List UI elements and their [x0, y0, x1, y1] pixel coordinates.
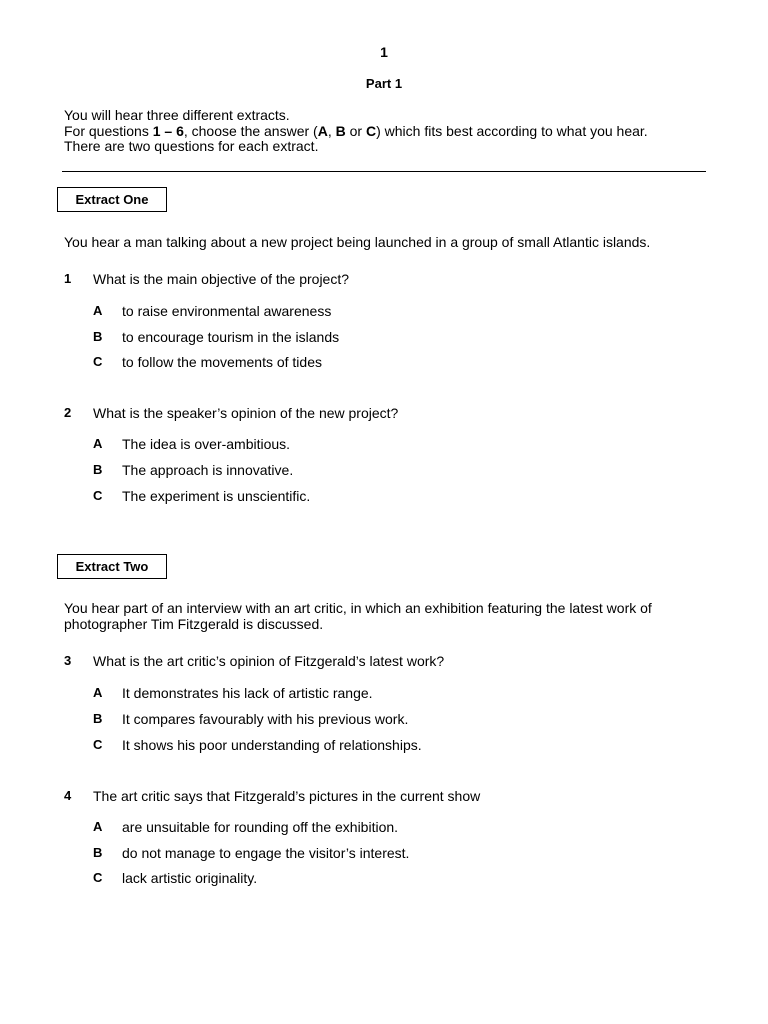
question-4-option-b-letter: B — [93, 845, 103, 860]
question-4-option-b-text: do not manage to engage the visitor’s interest. — [122, 845, 410, 861]
question-1-option-c-text: to follow the movements of tides — [122, 354, 322, 370]
question-range: 1 – 6 — [152, 122, 184, 139]
question-1-option-c-letter: C — [93, 354, 103, 369]
instructions-text: ) which fits best according to what you hear. — [376, 122, 648, 139]
question-1-number: 1 — [64, 271, 72, 286]
instructions-line-3: There are two questions for each extract. — [64, 138, 319, 154]
part-title: Part 1 — [365, 76, 403, 91]
instructions-line-1: You will hear three different extracts. — [64, 107, 290, 123]
question-4-option-a-text: are unsuitable for rounding off the exhibition. — [122, 819, 399, 835]
question-3-option-c-letter: C — [93, 737, 103, 752]
extract-one-label: Extract One — [57, 187, 167, 212]
instructions — [64, 108, 648, 155]
question-3-option-a-letter: A — [93, 685, 103, 700]
answer-letter-c: C — [365, 122, 377, 139]
question-2-option-b-text: The approach is innovative. — [122, 462, 294, 478]
extract-one-context: You hear a man talking about a new project being launched in a group of small Atlantic islands. — [64, 234, 651, 250]
instructions-line-2 — [64, 124, 648, 140]
extract-two-label: Extract Two — [57, 554, 167, 579]
question-3-text: What is the art critic’s opinion of Fitzgerald’s latest work? — [93, 653, 445, 669]
answer-letter-a: A — [317, 122, 328, 139]
question-1-option-b-letter: B — [93, 329, 103, 344]
instructions-text: For questions — [64, 122, 153, 139]
question-4-option-c-letter: C — [93, 870, 103, 885]
question-2-option-a-letter: A — [93, 436, 103, 451]
extract-two-context: You hear part of an interview with an art critic, in which an exhibition featuring the latest work of photographer Tim Fitzgerald is discussed. — [64, 600, 652, 632]
question-3-option-a-text: It demonstrates his lack of artistic range. — [122, 685, 373, 701]
question-4-number: 4 — [64, 788, 72, 803]
question-3-option-b-text: It compares favourably with his previous work. — [122, 711, 409, 727]
question-3-option-b-letter: B — [93, 711, 103, 726]
question-4-text: The art critic says that Fitzgerald’s pictures in the current show — [93, 788, 481, 804]
question-1-option-a-text: to raise environmental awareness — [122, 303, 332, 319]
question-4-option-c-text: lack artistic originality. — [122, 870, 258, 886]
question-2-text: What is the speaker’s opinion of the new project? — [93, 405, 399, 421]
question-4-option-a-letter: A — [93, 819, 103, 834]
instructions-text: , choose the answer ( — [183, 122, 318, 139]
question-2-option-a-text: The idea is over-ambitious. — [122, 436, 291, 452]
divider-rule — [62, 171, 706, 172]
question-3-option-c-text: It shows his poor understanding of relationships. — [122, 737, 422, 753]
question-2-option-b-letter: B — [93, 462, 103, 477]
question-3-number: 3 — [64, 653, 72, 668]
question-2-option-c-letter: C — [93, 488, 103, 503]
question-1-option-b-text: to encourage tourism in the islands — [122, 329, 340, 345]
instructions-text: , — [327, 122, 336, 139]
question-1-text: What is the main objective of the project? — [93, 271, 350, 287]
instructions-text: or — [345, 122, 366, 139]
question-1-option-a-letter: A — [93, 303, 103, 318]
question-2-number: 2 — [64, 405, 72, 420]
answer-letter-b: B — [335, 122, 346, 139]
page-number: 1 — [380, 44, 388, 60]
question-2-option-c-text: The experiment is unscientific. — [122, 488, 311, 504]
